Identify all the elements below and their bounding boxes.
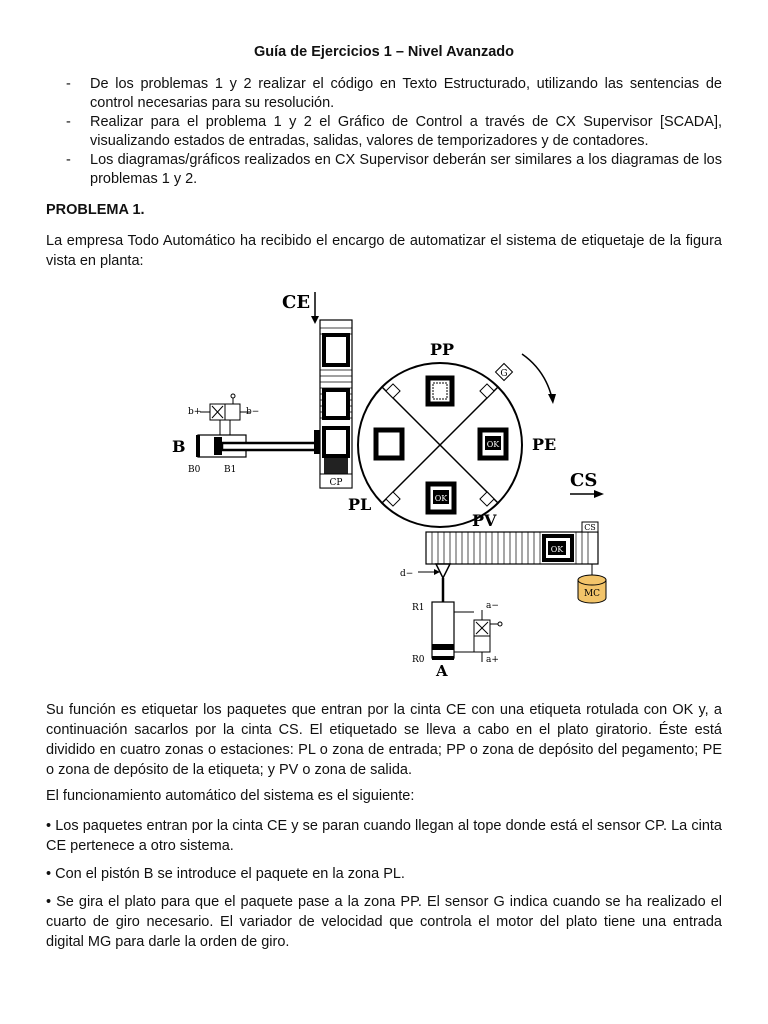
b0-label: B0 xyxy=(188,465,201,475)
b-minus-label: b− xyxy=(246,407,260,417)
ok-label-cs: OK xyxy=(550,545,564,554)
r1-label: R1 xyxy=(412,603,425,613)
labeling-system-diagram xyxy=(160,280,610,680)
instruction-text: De los problemas 1 y 2 realizar el código en Texto Estructurado, utilizando las sentencias de control necesarias para su resolución. xyxy=(90,76,722,111)
instruction-text: Los diagramas/gráficos realizados en CX Supervisor deberán ser similares a los diagramas de los problemas 1 y 2. xyxy=(90,152,722,187)
pv-label: PV xyxy=(472,511,497,530)
mc-label: MC xyxy=(583,589,601,599)
intro-paragraph: La empresa Todo Automático ha recibido el encargo de automatizar el sistema de etiquetaje de la figura vista en planta: xyxy=(46,233,722,269)
step-3: • Se gira el plato para que el paquete pase a la zona PP. El sensor G indica cuando se ha realizado el cuarto de giro necesario. El variador de velocidad que controla el motor del plato tiene una entrada digital MG para darle la orden de giro. xyxy=(46,894,722,950)
instruction-list xyxy=(66,75,722,189)
step-2: • Con el pistón B se introduce el paquete en la zona PL. xyxy=(46,866,405,882)
pe-label: PE xyxy=(532,435,557,454)
bullet-marker: - xyxy=(66,114,71,130)
ce-conveyor xyxy=(282,292,371,514)
ok-label-pe: OK xyxy=(486,440,500,449)
instruction-item xyxy=(66,113,722,151)
ce-label: CE xyxy=(282,292,311,313)
pp-label: PP xyxy=(430,340,455,359)
r0-label: R0 xyxy=(412,655,425,665)
cs-label: CS xyxy=(570,470,598,491)
cs-box-label: CS xyxy=(584,523,596,532)
problem-heading: PROBLEMA 1. xyxy=(46,202,145,218)
bullet-marker: - xyxy=(66,76,71,92)
cp-label: CP xyxy=(329,478,343,488)
a-plus-label: a+ xyxy=(486,655,499,665)
b-plus-label: b+ xyxy=(188,407,202,417)
b-label: B xyxy=(172,437,186,456)
rotary-plate xyxy=(358,340,556,530)
piston-a xyxy=(400,564,502,680)
ok-label-pv: OK xyxy=(434,494,448,503)
step-1: • Los paquetes entran por la cinta CE y se paran cuando llegan al tope donde está el sensor CP. La cinta CE pertenece a otro sistema. xyxy=(46,818,722,854)
instruction-text: Realizar para el problema 1 y 2 el Gráfico de Control a través de CX Supervisor [SCADA], visualizando estados de entradas, salidas, valores de temporizadores y de contadores. xyxy=(90,114,722,149)
b1-label: B1 xyxy=(224,465,237,475)
operation-intro: El funcionamiento automático del sistema es el siguiente: xyxy=(46,788,415,804)
pl-label: PL xyxy=(348,495,372,514)
d-minus-label: d− xyxy=(400,569,414,579)
page-title: Guía de Ejercicios 1 – Nivel Avanzado xyxy=(253,44,515,60)
a-minus-label: a− xyxy=(486,601,499,611)
bullet-marker: - xyxy=(66,152,71,168)
instruction-item xyxy=(66,151,722,189)
instruction-item xyxy=(66,75,722,113)
a-label: A xyxy=(436,662,448,680)
g-label: G xyxy=(500,369,508,379)
piston-b xyxy=(172,394,320,475)
description-paragraph: Su función es etiquetar los paquetes que entran por la cinta CE con una etiqueta rotulada con OK y, a continuación sacarlos por la cinta CS. El etiquetado se lleva a cabo en el plato giratorio. Éste está dividido en cuatro zonas o estaciones: PL o zona de entrada; PP o zona de depósito del pegamento; PE o zona de depósito de la etiqueta; y PV o zona de salida. xyxy=(46,702,722,778)
